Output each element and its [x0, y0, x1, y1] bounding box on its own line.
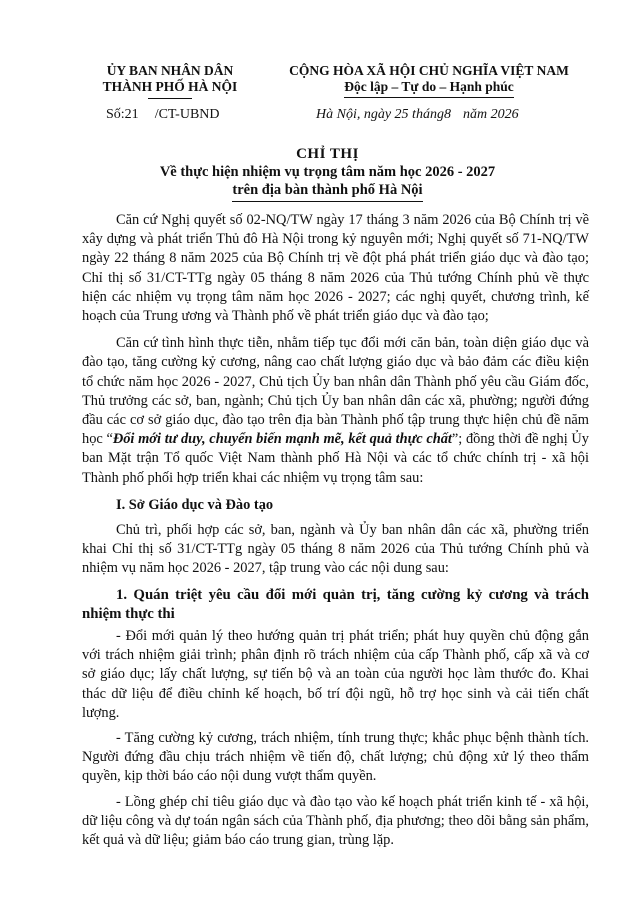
preamble-paragraph-2 — [82, 334, 589, 488]
preamble-paragraph-2-text: Căn cứ tình hình thực tiễn, nhằm tiếp tục đổi mới căn bản, toàn diện giáo dục và đào tạo, tăng cường kỷ cương, nâng cao chất lượng giáo dục và bảo đảm các điều kiện tổ chức năm học 2026 - 2027, Chủ tịch Ủy ban nhân dân Thành phố yêu cầu Giám đốc, Thủ trưởng các sở, ban, ngành; Chủ tịch Ủy ban nhân dân các xã, phường; người đứng đầu các cơ sở giáo dục, đào tạo trên địa bàn Thành phố tập trung thực hiện chủ đề năm học “ — [82, 335, 589, 448]
issuing-authority — [70, 63, 270, 99]
task-bullet-2: - Tăng cường kỷ cương, trách nhiệm, tính trung thực; khắc phục bệnh thành tích. Người đứng đầu chịu trách nhiệm về tiến độ, chất lượng; chủ động xử lý theo thẩm quyền, kịp thời báo cáo nội dung vượt thẩm quyền. — [82, 730, 589, 785]
document-subject: Về thực hiện nhiệm vụ trọng tâm năm học 2026 - 2027 — [159, 164, 496, 180]
document-title — [80, 145, 575, 202]
document-number — [106, 107, 220, 123]
document-body — [82, 211, 589, 850]
preamble-paragraph-2-continued: ”; đồng thời đề nghị Ủy ban Mặt trận Tổ quốc Việt Nam thành phố Hà Nội và các tổ chức chính trị - xã hội Thành phố phối hợp triển khai các nhiệm vụ trọng tâm sau: — [82, 431, 589, 486]
task-bullet-1: - Đổi mới quản lý theo hướng quản trị phát triển; phát huy quyền chủ động gắn với trách nhiệm giải trình; phân định rõ trách nhiệm của cấp Thành phố, cấp xã và cơ sở giáo dục; lấy chất lượng, sự tiến bộ và an toàn của người học làm thước đo. Khai thác dữ liệu để điều chỉnh kế hoạch, bố trí đội ngũ, hỗ trợ học sinh và cải tiến chất lượng. — [82, 628, 589, 721]
section-1-paragraph: Chủ trì, phối hợp các sở, ban, ngành và Ủy ban nhân dân các xã, phường triển khai Chỉ thị số 31/CT-TTg ngày 05 tháng 8 năm 2026 của Thủ tướng Chính phủ và nhiệm vụ năm học 2026 - 2027, tập trung vào các nội dung sau: — [82, 522, 589, 577]
national-motto: Độc lập – Tự do – Hạnh phúc — [344, 79, 514, 98]
authority-underline — [148, 98, 192, 99]
section-heading-1: I. Sở Giáo dục và Đào tạo — [116, 496, 274, 513]
document-type: CHỈ THỊ — [296, 146, 359, 162]
issue-place-date: Hà Nội, ngày 25 tháng8 — [316, 107, 451, 122]
national-heading — [268, 63, 590, 98]
task-bullet-3: - Lồng ghép chỉ tiêu giáo dục và đào tạo vào kế hoạch phát triển kinh tế - xã hội, dữ liệu công và dự toán ngân sách của Thành phố, địa phương; theo dõi bằng sản phẩm, kết quả và dữ liệu; giảm báo cáo trung gian, trùng lặp. — [82, 793, 589, 849]
preamble-paragraph-1: Căn cứ Nghị quyết số 02-NQ/TW ngày 17 tháng 3 năm 2026 của Bộ Chính trị về xây dựng và phát triển Thủ đô Hà Nội trong kỷ nguyên mới; Nghị quyết số 71-NQ/TW ngày 22 tháng 8 năm 2025 của Bộ Chính trị về đột phá phát triển giáo dục và đào tạo; Chỉ thị số 31/CT-TTg ngày 05 tháng 8 năm 2026 của Thủ tướng Chính phủ về thực hiện các nhiệm vụ trọng tâm năm học 2026 - 2027; các nghị quyết, chương trình, kế hoạch của Trung ương và Thành phố về phát triển giáo dục và đào tạo; — [82, 212, 589, 325]
document-scope: trên địa bàn thành phố Hà Nội — [232, 181, 422, 202]
document-number-suffix: /CT-UBND — [154, 107, 220, 122]
document-number-prefix: Số:21 — [106, 107, 139, 122]
national-name: CỘNG HÒA XÃ HỘI CHỦ NGHĨA VIỆT NAM — [289, 63, 569, 78]
issue-date — [316, 107, 519, 123]
authority-line-2: THÀNH PHỐ HÀ NỘI — [102, 79, 238, 94]
school-year-theme: Đổi mới tư duy, chuyển biến mạnh mẽ, kết quả thực chất — [112, 431, 452, 448]
subsection-heading-1: 1. Quán triệt yêu cầu đổi mới quản trị, tăng cường kỷ cương và trách nhiệm thực thi — [82, 586, 589, 622]
issue-year: năm 2026 — [462, 107, 519, 122]
authority-line-1: ỦY BAN NHÂN DÂN — [106, 63, 234, 78]
